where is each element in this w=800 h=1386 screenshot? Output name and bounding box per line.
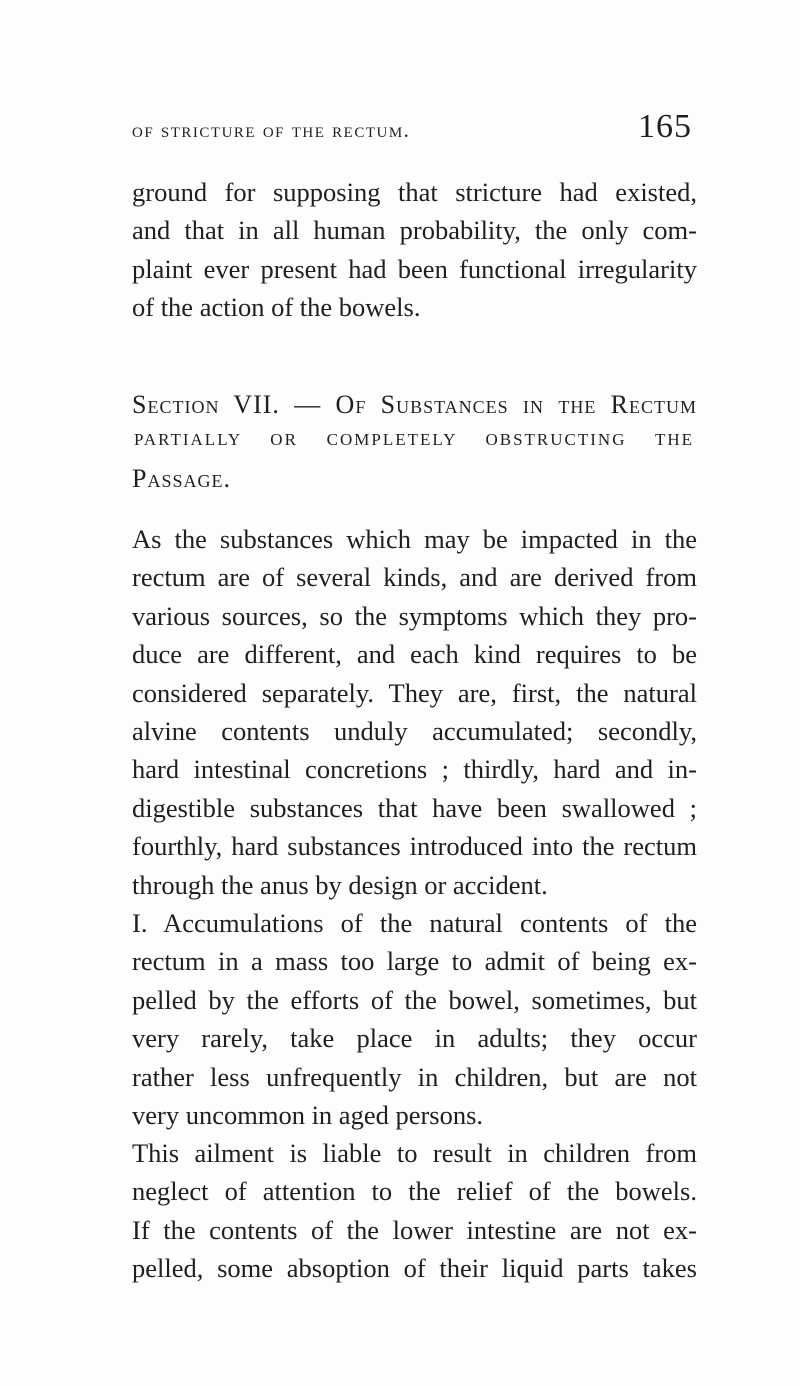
text-line: and that in all human probability, the only com- — [132, 215, 697, 246]
section-heading-line: PARTIALLY OR COMPLETELY OBSTRUCTING THE — [134, 430, 694, 449]
closing-paragraph — [132, 1134, 697, 1288]
text-line: fourthly, hard substances introduced into the rectum — [132, 831, 697, 862]
text-line: various sources, so the symptoms which they pro- — [132, 600, 697, 631]
section-heading-line: Section VII. — Of Substances in the Rectum — [132, 390, 697, 419]
text-line: considered separately. They are, first, the natural — [132, 677, 697, 708]
text-line: As the substances which may be impacted in the — [132, 524, 697, 554]
text-line: pelled, some absoption of their liquid parts takes — [132, 1253, 697, 1284]
text-line: ground for supposing that stricture had existed, — [132, 177, 697, 207]
text-line: alvine contents unduly accumulated; secondly, — [132, 715, 697, 746]
text-line: pelled by the efforts of the bowel, sometimes, but — [132, 984, 697, 1015]
section-heading — [132, 390, 697, 504]
text-line: through the anus by design or accident. — [132, 869, 548, 900]
running-title: of stricture of the rectum. — [132, 118, 411, 142]
running-head — [132, 108, 692, 148]
text-line: neglect of attention to the relief of the bowels. — [132, 1176, 697, 1207]
text-line: I. Accumulations of the natural contents of the — [132, 908, 697, 938]
text-line: duce are different, and each kind requires to be — [132, 639, 697, 670]
text-line: very uncommon in aged persons. — [132, 1099, 484, 1130]
section-heading-line: Passage. — [132, 464, 231, 493]
text-line: digestible substances that have been swallowed ; — [132, 792, 697, 823]
text-line: very rarely, take place in adults; they occur — [132, 1023, 697, 1054]
text-line: rather less unfrequently in children, but are not — [132, 1061, 697, 1092]
text-line: This ailment is liable to result in children from — [132, 1138, 697, 1168]
text-line: hard intestinal concretions ; thirdly, hard and in- — [132, 754, 697, 785]
text-line: If the contents of the lower intestine are not ex- — [132, 1214, 697, 1245]
text-line: of the action of the bowels. — [132, 292, 421, 323]
page-number: 165 — [638, 108, 692, 145]
text-line: plaint ever present had been functional irregularity — [132, 253, 697, 284]
text-line: rectum are of several kinds, and are derived from — [132, 562, 697, 593]
numbered-paragraph — [132, 904, 697, 1134]
text-line: rectum in a mass too large to admit of being ex- — [132, 946, 697, 977]
intro-paragraph — [132, 173, 697, 327]
main-paragraph — [132, 520, 697, 904]
